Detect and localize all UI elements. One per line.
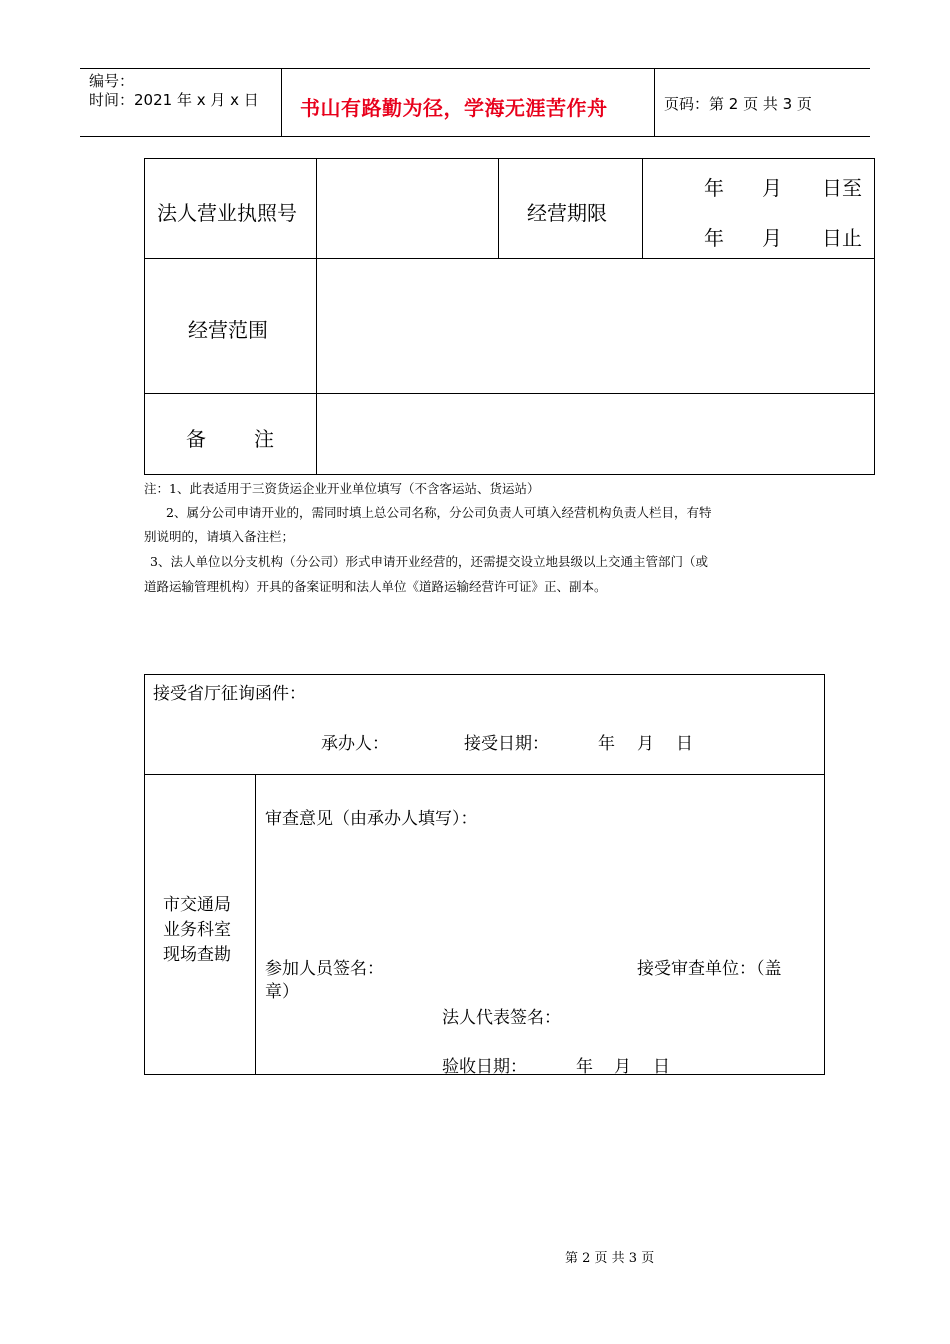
header-motto: 书山有路勤为径，学海无涯苦作舟 — [300, 96, 608, 120]
period-day-end: 日止 — [822, 226, 862, 250]
period-day-start: 日至 — [822, 176, 862, 200]
header-divider-left — [281, 68, 282, 136]
header-page-label: 页码：第 2 页 共 3 页 — [664, 95, 812, 113]
remark-label-char2: 注 — [254, 427, 274, 451]
header-time-label: 时间：2021 年 x 月 x 日 — [89, 91, 259, 109]
page-footer: 第 2 页 共 3 页 — [565, 1251, 655, 1266]
header-bottom-rule — [80, 136, 870, 137]
period-month-start: 月 — [762, 176, 782, 200]
reviewed-unit-label: 接受审查单位：（盖 — [637, 959, 782, 979]
receive-date-label: 接受日期： — [464, 734, 549, 754]
remark-label-char1: 备 — [186, 427, 206, 451]
period-year-end: 年 — [704, 226, 724, 250]
receive-date-month: 月 — [637, 734, 654, 754]
note-line-2: 2、属分公司申请开业的，需同时填上总公司名称，分公司负责人可填入经营机构负责人栏目，有特 — [166, 505, 712, 520]
table2-col-divider — [255, 774, 256, 1075]
period-month-end: 月 — [762, 226, 782, 250]
header-number-label: 编号： — [89, 72, 135, 90]
table1-col-divider-3 — [642, 158, 643, 258]
acceptance-date-year: 年 — [576, 1057, 593, 1077]
acceptance-date-day: 日 — [653, 1057, 670, 1077]
table1-row-divider-1 — [144, 258, 875, 259]
note-line-4: 3、法人单位以分支机构（分公司）形式申请开业经营的，还需提交设立地县级以上交通主管部门（或 — [150, 554, 708, 569]
review-opinion-label: 审查意见（由承办人填写）： — [265, 809, 478, 829]
side-label-line2: 业务科室 — [163, 920, 231, 940]
legal-rep-signature-label: 法人代表签名： — [442, 1008, 561, 1028]
table1-col-divider-1 — [316, 158, 317, 475]
table2-row-divider — [144, 774, 825, 775]
acceptance-date-month: 月 — [614, 1057, 631, 1077]
receive-letter-title: 接受省厅征询函件： — [153, 684, 306, 704]
receive-date-day: 日 — [676, 734, 693, 754]
acceptance-date-label: 验收日期： — [442, 1057, 527, 1077]
handler-label: 承办人： — [321, 734, 389, 754]
participants-signature-label: 参加人员签名： — [265, 959, 384, 979]
license-number-label: 法人营业执照号 — [157, 201, 297, 225]
note-line-5: 道路运输管理机构）开具的备案证明和法人单位《道路运输经营许可证》正、副本。 — [144, 579, 607, 594]
side-label-line3: 现场查勘 — [163, 945, 231, 965]
business-scope-label: 经营范围 — [188, 318, 268, 342]
header-top-rule — [80, 68, 870, 69]
table1-col-divider-2 — [498, 158, 499, 258]
reviewed-unit-label-cont: 章） — [265, 982, 299, 1002]
business-period-label: 经营期限 — [527, 201, 607, 225]
side-label-line1: 市交通局 — [163, 895, 231, 915]
note-line-1: 注：1、此表适用于三资货运企业开业单位填写（不含客运站、货运站） — [144, 481, 540, 496]
table1-row-divider-2 — [144, 393, 875, 394]
header-divider-right — [654, 68, 655, 136]
period-year-start: 年 — [704, 176, 724, 200]
note-line-3: 别说明的，请填入备注栏； — [144, 529, 295, 544]
receive-date-year: 年 — [598, 734, 615, 754]
